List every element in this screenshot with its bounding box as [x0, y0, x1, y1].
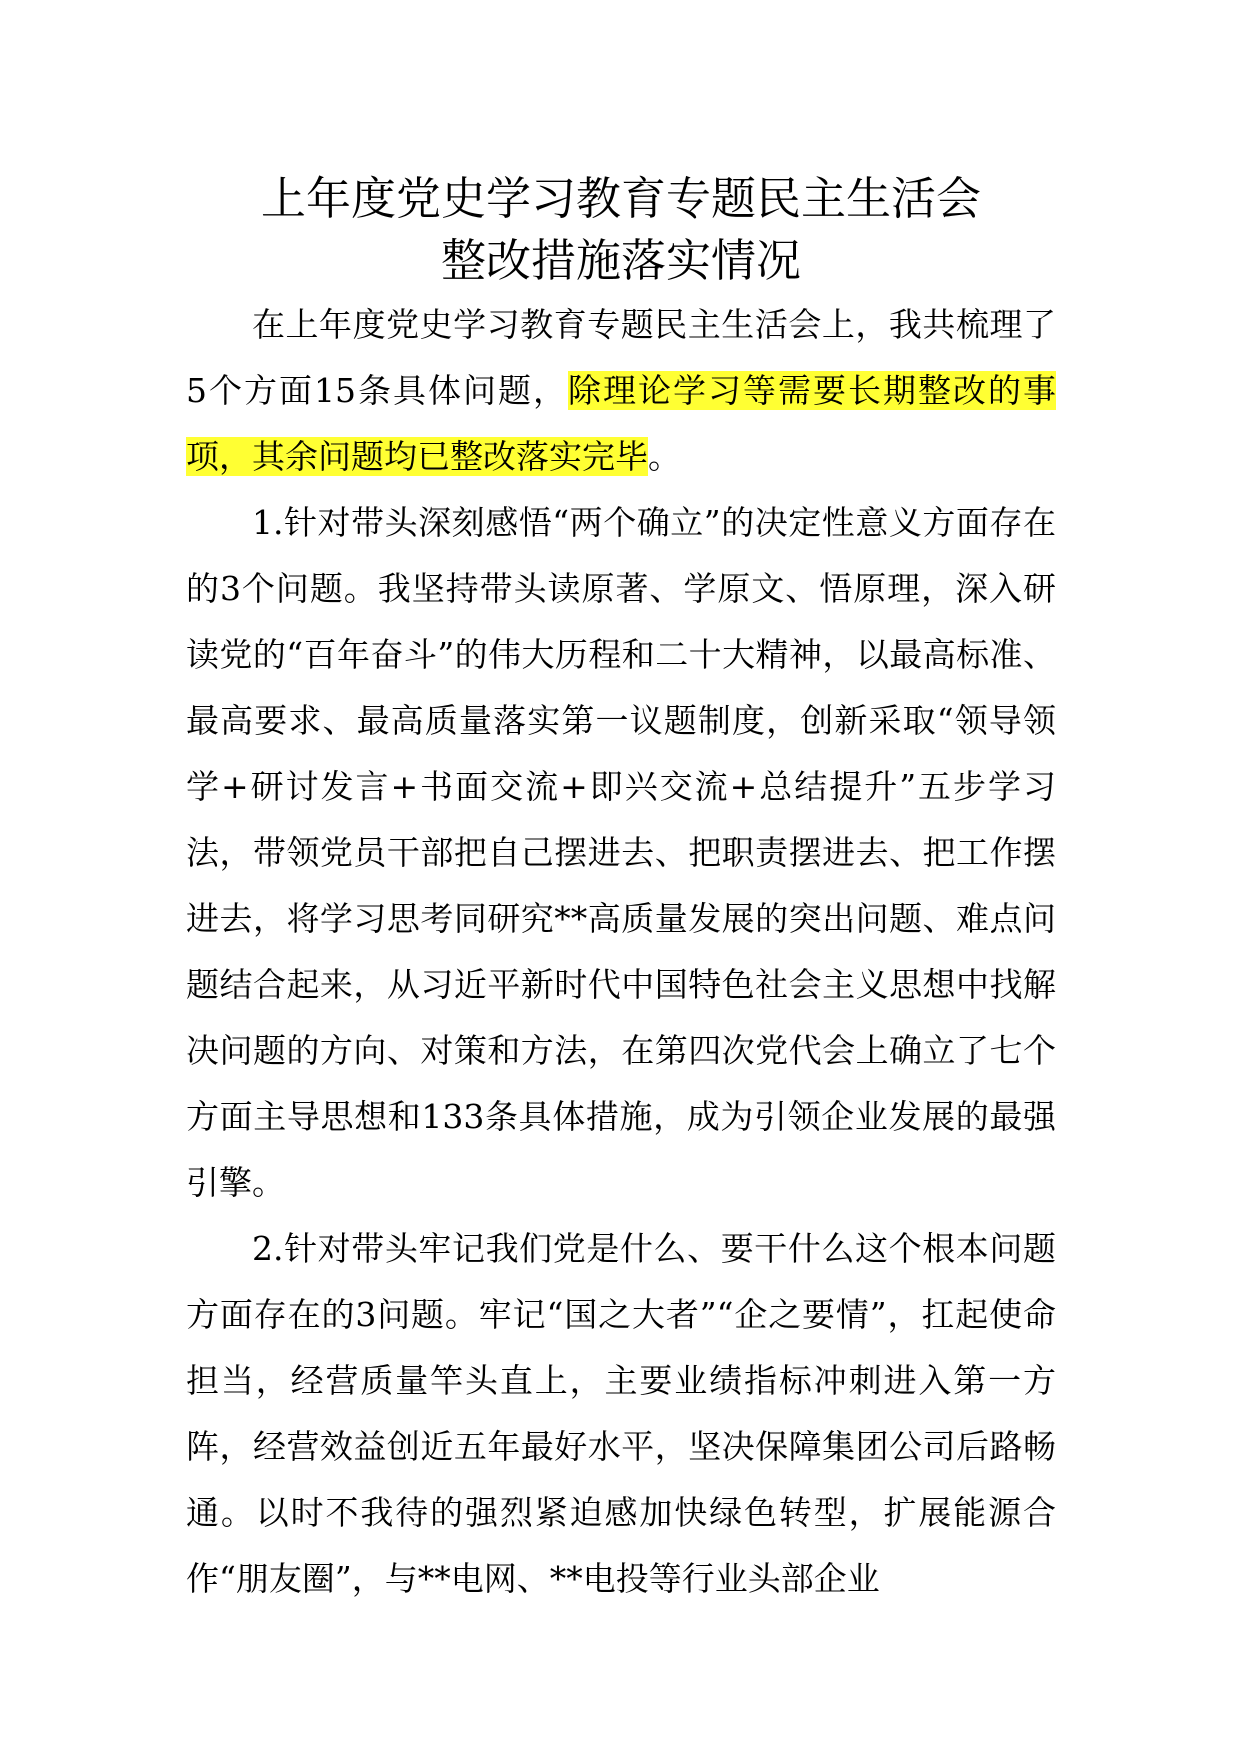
paragraph-1: 1.针对带头深刻感悟“两个确立”的决定性意义方面存在的3个问题。我坚持带头读原著、学原文、悟原理，深入研读党的“百年奋斗”的伟大历程和二十大精神，以最高标准、最高要求、最高质量落实第一议题制度，创新采取“领导领学+研讨发言+书面交流+即兴交流+总结提升”五步学习法，带领党员干部把自己摆进去、把职责摆进去、把工作摆进去，将学习思考同研究**高质量发展的突出问题、难点问题结合起来，从习近平新时代中国特色社会主义思想中找解决问题的方向、对策和方法，在第四次党代会上确立了七个方面主导思想和133条具体措施，成为引领企业发展的最强引擎。 — [186, 503, 1056, 1202]
document-title — [186, 168, 1056, 292]
highlighted-text: 除理论学习等需要长期整改的事项，其余问题均已整改落实完毕 — [186, 371, 1056, 476]
intro-text: 在上年度党史学习教育专题民主生活会上，我共梳理了5个方面15条具体问题， — [186, 305, 1056, 410]
paragraph-2: 2.针对带头牢记我们党是什么、要干什么这个根本问题方面存在的3问题。牢记“国之大者”“企之要情”，扛起使命担当，经营质量竿头直上，主要业绩指标冲刺进入第一方阵，经营效益创近五年最好水平，坚决保障集团公司后路畅通。以时不我待的强烈紧迫感加快绿色转型，扩展能源合作“朋友圈”，与**电网、**电投等行业头部企业 — [186, 1229, 1056, 1598]
intro-end: 。 — [648, 437, 681, 476]
title-line-1: 上年度党史学习教育专题民主生活会 — [260, 172, 981, 225]
title-line-2: 整改措施落实情况 — [440, 234, 801, 287]
document-page — [186, 168, 1056, 1612]
intro-paragraph — [186, 292, 1056, 490]
